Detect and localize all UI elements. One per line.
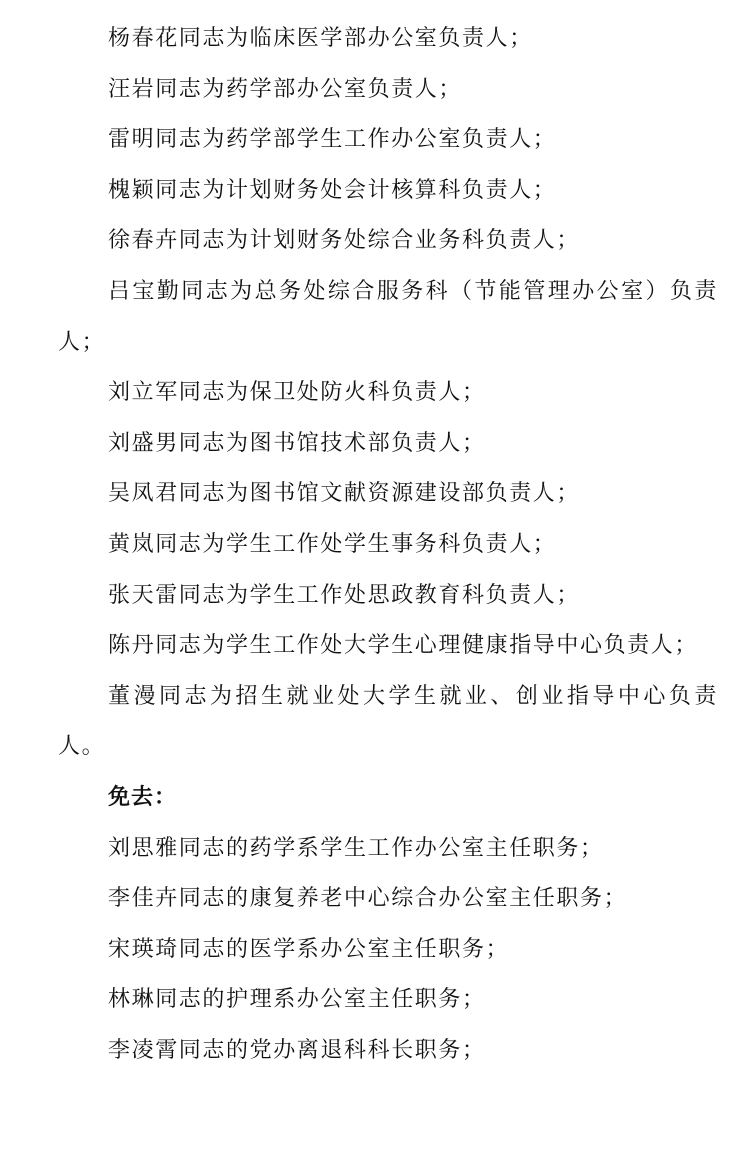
appointment-item: 刘立军同志为保卫处防火科负责人； — [108, 380, 486, 406]
appointment-item: 徐春卉同志为计划财务处综合业务科负责人； — [108, 228, 581, 254]
appointment-item: 雷明同志为药学部学生工作办公室负责人； — [108, 127, 557, 153]
removal-item: 李佳卉同志的康复养老中心综合办公室主任职务； — [108, 886, 628, 912]
removal-item: 林琳同志的护理系办公室主任职务； — [108, 987, 486, 1013]
appointment-item: 张天雷同志为学生工作处思政教育科负责人； — [108, 582, 581, 608]
removal-item: 宋瑛琦同志的医学系办公室主任职务； — [108, 936, 510, 962]
appointment-item: 汪岩同志为药学部办公室负责人； — [108, 76, 463, 102]
appointment-item: 杨春花同志为临床医学部办公室负责人； — [108, 26, 533, 51]
appointment-item: 董漫同志为招生就业处大学生就业、创业指导中心负责人。 — [58, 683, 718, 760]
removal-heading: 免去： — [108, 784, 178, 810]
appointment-item: 吕宝勤同志为总务处综合服务科（节能管理办公室）负责人； — [58, 278, 718, 355]
removal-item: 刘思雅同志的药学系学生工作办公室主任职务； — [108, 835, 604, 861]
appointment-item: 陈丹同志为学生工作处大学生心理健康指导中心负责人； — [108, 633, 699, 659]
removal-item: 李凌霄同志的党办离退科科长职务； — [108, 1037, 486, 1063]
document-body — [58, 14, 718, 1076]
appointment-item: 黄岚同志为学生工作处学生事务科负责人； — [108, 531, 557, 557]
appointment-item: 槐颖同志为计划财务处会计核算科负责人； — [108, 177, 557, 203]
appointment-item: 刘盛男同志为图书馆技术部负责人； — [108, 430, 486, 456]
appointment-item: 吴凤君同志为图书馆文献资源建设部负责人； — [108, 481, 581, 507]
